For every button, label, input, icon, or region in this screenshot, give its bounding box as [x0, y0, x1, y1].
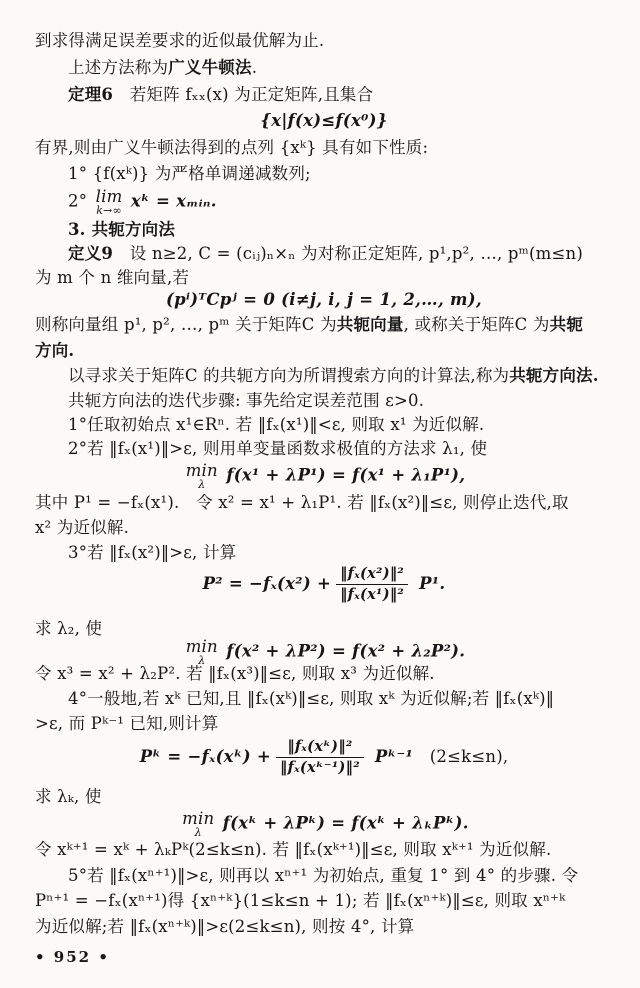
- text-segment: 求 λ₂, 使: [35, 619, 103, 638]
- text-segment: 共轭向量: [336, 315, 404, 334]
- text-segment: 其中 P¹ = −fₓ(x¹). 令 x² = x¹ + λ₁P¹. 若 ‖fₓ(x²)‖≤ε, 则停止迭代,取: [35, 493, 569, 512]
- line-definition9: [68, 243, 583, 265]
- pk-fraction: [276, 738, 364, 777]
- pk-condition: (2≤k≤n),: [413, 747, 509, 767]
- text-segment: 到求得满足误差要求的近似最优解为止.: [35, 31, 325, 50]
- mink-op-label: min: [182, 809, 215, 828]
- text-segment: 令 xᵏ⁺¹ = xᵏ + λₖPᵏ(2≤k≤n). 若 ‖fₓ(xᵏ⁺¹)‖≤ε, 则取 xᵏ⁺¹ 为近似解.: [35, 840, 552, 859]
- mink-subscript: λ: [194, 826, 202, 840]
- text-segment: 为近似解;若 ‖fₓ(xⁿ⁺ᵏ)‖>ε(2≤k≤n), 则按 4°, 计算: [35, 917, 415, 936]
- formula-conjugacy-condition: (pⁱ)ᵀCpʲ = 0 (i≠j, i, j = 1, 2,…, m),: [166, 290, 482, 309]
- limit-operator: [96, 188, 123, 216]
- line-seek-lambda2: [35, 618, 102, 640]
- min2-op-label: min: [185, 637, 218, 656]
- formula-min1: [35, 462, 613, 490]
- line-step1: [68, 414, 484, 436]
- line-step3-cont: [35, 663, 435, 685]
- pk-lhs: Pᵏ = −fₓ(xᵏ) +: [139, 747, 272, 767]
- formula-p2: [35, 565, 613, 604]
- text-segment: 4°一般地,若 xᵏ 已知,且 ‖fₓ(xᵏ)‖≤ε, 则取 xᵏ 为近似解;若 ‖fₓ(xᵏ)‖: [68, 689, 555, 708]
- text-segment: 5°若 ‖fₓ(xⁿ⁺¹)‖>ε, 则再以 xⁿ⁺¹ 为初始点, 重复 1° 到 4° 的步骤. 令: [68, 866, 579, 885]
- text-segment: 3°若 ‖fₓ(x²)‖>ε, 计算: [68, 543, 237, 562]
- pk-fraction-denominator: ‖fₓ(xᵏ⁻¹)‖²: [276, 757, 364, 777]
- formula-mink: [35, 810, 613, 838]
- text-segment: 令 x³ = x² + λ₂P². 若 ‖fₓ(x³)‖≤ε, 则取 x³ 为近似解.: [35, 664, 435, 683]
- line-step5-cont2: [35, 916, 414, 938]
- line-method-definition: [68, 365, 599, 387]
- text-segment: >ε, 而 Pᵏ⁻¹ 已知,则计算: [35, 714, 219, 733]
- line-step2-cont2: [35, 517, 129, 539]
- min1-operator: [186, 462, 218, 490]
- min1-subscript: λ: [198, 478, 206, 492]
- page-number: • 952 •: [35, 948, 110, 966]
- line-bounded-sequence: [35, 137, 428, 159]
- mink-body: f(xᵏ + λPᵏ) = f(xᵏ + λₖPᵏ).: [222, 813, 469, 833]
- text-segment: 共轭方向法: [509, 366, 593, 385]
- mink-operator: [182, 810, 214, 838]
- text-segment: 共轭方向法的迭代步骤: 事先给定误差范围 ε>0.: [68, 391, 425, 410]
- text-segment: 1°任取初始点 x¹∈Rⁿ. 若 ‖fₓ(x¹)‖<ε, 则取 x¹ 为近似解.: [68, 415, 485, 434]
- text-segment: 有界,则由广义牛顿法得到的点列 {xᵏ} 具有如下性质:: [35, 138, 429, 157]
- text-segment: 上述方法称为: [68, 58, 169, 77]
- text-segment: 1° {f(xᵏ)} 为严格单调递减数列;: [68, 164, 311, 183]
- text-segment: 方向.: [35, 341, 75, 360]
- p2-lhs: P² = −fₓ(x²) +: [202, 574, 332, 594]
- text-segment: .: [251, 58, 258, 77]
- limit-prefix: 2°: [68, 191, 88, 211]
- text-segment: 定理6: [68, 85, 114, 104]
- text-segment: 若矩阵 fₓₓ(x) 为正定矩阵,且集合: [113, 85, 374, 104]
- min2-subscript: λ: [198, 654, 206, 668]
- text-segment: 3. 共轭方向法: [68, 220, 176, 239]
- line-step2: [68, 438, 487, 460]
- pk-fraction-numerator: ‖fₓ(xᵏ)‖²: [287, 738, 353, 755]
- heading-conjugate-direction-method: [68, 219, 175, 241]
- min1-op-label: min: [185, 461, 218, 480]
- formula-pk: [35, 738, 613, 777]
- line-theorem6: [68, 84, 373, 106]
- text-segment: 以寻求关于矩阵C 的共轭方向为所谓搜索方向的计算法,称为: [68, 366, 510, 385]
- line-definition9-cont: [35, 267, 189, 289]
- p2-rhs: P¹.: [413, 574, 446, 594]
- line-property1: [68, 163, 311, 185]
- p2-fraction: [336, 565, 408, 604]
- line-property2-limit: [68, 188, 217, 216]
- text-segment: 为 m 个 n 维向量,若: [35, 268, 190, 287]
- line-conjugate-vectors: [35, 314, 583, 336]
- text-segment: 设 n≥2, C = (cᵢⱼ)ₙ×ₙ 为对称正定矩阵, p¹,p², …, pᵐ(m≤n): [113, 244, 583, 263]
- limit-op-label: lim: [95, 187, 123, 206]
- text-segment: 求 λₖ, 使: [35, 787, 102, 806]
- limit-subscript: k→∞: [96, 204, 122, 218]
- line-step3: [68, 542, 236, 564]
- line-step4: [68, 688, 554, 710]
- line-step5-cont: [35, 890, 565, 912]
- pk-rhs: Pᵏ⁻¹: [368, 747, 414, 767]
- line-step5: [68, 865, 578, 887]
- line-seek-lambdak: [35, 786, 102, 808]
- line-intro: [35, 30, 324, 52]
- text-segment: 共轭: [549, 315, 584, 334]
- line-step4-cont2: [35, 839, 551, 861]
- formula-level-set: {x|f(x)≤f(x⁰)}: [260, 111, 388, 130]
- line-step4-cont: [35, 713, 218, 735]
- text-segment: , 或称关于矩阵C 为: [403, 315, 550, 334]
- text-segment: 则称向量组 p¹, p², …, pᵐ 关于矩阵C 为: [35, 315, 337, 334]
- text-segment: .: [592, 366, 599, 385]
- text-segment: x² 为近似解.: [35, 518, 130, 537]
- p2-fraction-denominator: ‖fₓ(x¹)‖²: [336, 584, 408, 604]
- line-method-name: [68, 57, 257, 79]
- p2-fraction-numerator: ‖fₓ(x²)‖²: [340, 565, 405, 582]
- text-segment: 定义9: [68, 244, 114, 263]
- line-step2-cont: [35, 492, 569, 514]
- text-segment: 2°若 ‖fₓ(x¹)‖>ε, 则用单变量函数求极值的方法求 λ₁, 使: [68, 439, 488, 458]
- line-iteration-steps: [68, 390, 424, 412]
- limit-body: xᵏ = xₘᵢₙ.: [130, 191, 217, 211]
- line-conjugate-vectors-cont: [35, 340, 74, 362]
- text-segment: 广义牛顿法: [168, 58, 252, 77]
- min1-body: f(x¹ + λP¹) = f(x¹ + λ₁P¹),: [226, 465, 466, 485]
- min2-body: f(x² + λP²) = f(x² + λ₂P²).: [226, 641, 466, 661]
- text-segment: Pⁿ⁺¹ = −fₓ(xⁿ⁺¹)得 {xⁿ⁺ᵏ}(1≤k≤n + 1); 若 ‖fₓ(xⁿ⁺ᵏ)‖≤ε, 则取 xⁿ⁺ᵏ: [35, 891, 566, 910]
